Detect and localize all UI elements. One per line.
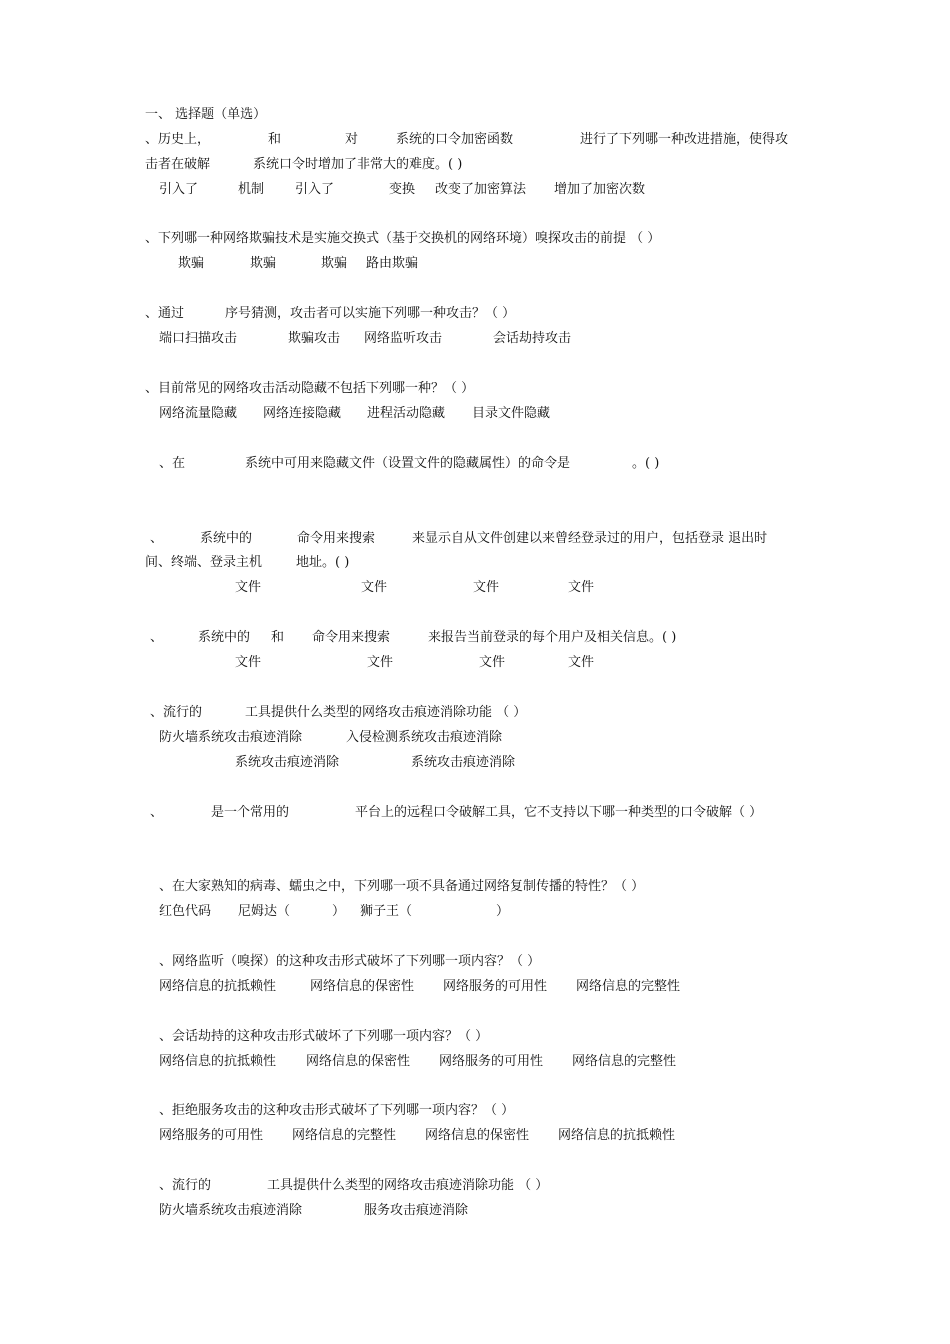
- q1-text: 和: [268, 132, 282, 147]
- q2-text: 、下列哪一种网络欺骗技术是实施交换式（基于交换机的网络环境）嗅探攻击的前提 （ ）: [145, 231, 661, 246]
- q13-text: 、拒绝服务攻击的这种攻击形式破坏了下列哪一项内容？（ ）: [159, 1103, 515, 1118]
- q11-option: 网络服务的可用性: [443, 979, 548, 994]
- q7-option: 文件: [235, 655, 262, 670]
- q10-option: ）: [332, 904, 346, 919]
- q7-text: 和: [271, 630, 285, 645]
- q11-text: 、网络监听（嗅探）的这种攻击形式破坏了下列哪一项内容？（ ）: [159, 954, 541, 969]
- q12-option: 网络服务的可用性: [439, 1054, 544, 1069]
- q10-option: 红色代码: [159, 904, 212, 919]
- q1-option: 引入了: [295, 182, 335, 197]
- q1-text: 进行了下列哪一种改进措施，使得攻: [580, 132, 789, 147]
- q3-option: 网络监听攻击: [364, 331, 443, 346]
- q11-option: 网络信息的完整性: [576, 979, 681, 994]
- q13-option: 网络信息的完整性: [292, 1128, 397, 1143]
- q3-option: 欺骗攻击: [288, 331, 341, 346]
- q1-text: 系统的口令加密函数: [396, 132, 514, 147]
- q4-option: 进程活动隐藏: [367, 406, 446, 421]
- q6-option: 文件: [568, 580, 595, 595]
- q11-option: 网络信息的保密性: [310, 979, 415, 994]
- q4-option: 目录文件隐藏: [472, 406, 551, 421]
- q4-option: 网络连接隐藏: [263, 406, 342, 421]
- q10-option: ）: [496, 904, 510, 919]
- q7-option: 文件: [568, 655, 595, 670]
- q10-option: 狮子王（: [360, 904, 413, 919]
- q1-option: 引入了: [159, 182, 199, 197]
- q8-option: 入侵检测系统攻击痕迹消除: [346, 730, 503, 745]
- q13-option: 网络信息的抗抵赖性: [558, 1128, 676, 1143]
- q3-option: 端口扫描攻击: [159, 331, 238, 346]
- q11-option: 网络信息的抗抵赖性: [159, 979, 277, 994]
- q6-text: 、: [150, 531, 164, 546]
- q5-text: 。( ): [632, 456, 660, 471]
- q2-option: 欺骗: [321, 256, 348, 271]
- q10-option: 尼姆达（: [238, 904, 291, 919]
- q2-option: 路由欺骗: [366, 256, 419, 271]
- q1-option: 机制: [238, 182, 265, 197]
- q6-text: 间、终端、登录主机: [145, 555, 263, 570]
- q7-option: 文件: [367, 655, 394, 670]
- section-title: 一、 选择题（单选）: [145, 107, 267, 122]
- q9-text: 是一个常用的: [211, 805, 290, 820]
- q8-text: 、流行的: [150, 705, 203, 720]
- q1-text: 对: [345, 132, 359, 147]
- q4-option: 网络流量隐藏: [159, 406, 238, 421]
- q1-text: 、历史上，: [145, 132, 211, 147]
- q5-text: 系统中可用来隐藏文件（设置文件的隐藏属性）的命令是: [245, 456, 571, 471]
- q1-text: 系统口令时增加了非常大的难度。( ): [253, 157, 463, 172]
- q12-option: 网络信息的抗抵赖性: [159, 1054, 277, 1069]
- q1-text: 击者在破解: [145, 157, 211, 172]
- q6-text: 系统中的: [200, 531, 253, 546]
- q7-text: 命令用来搜索: [312, 630, 391, 645]
- q8-option: 系统攻击痕迹消除: [411, 755, 516, 770]
- q14-text: 工具提供什么类型的网络攻击痕迹消除功能 （ ）: [267, 1178, 549, 1193]
- q9-text: 、: [150, 805, 164, 820]
- q14-option: 防火墙系统攻击痕迹消除: [159, 1203, 303, 1218]
- q4-text: 、目前常见的网络攻击活动隐藏不包括下列哪一种？（ ）: [145, 381, 475, 396]
- q6-option: 文件: [361, 580, 388, 595]
- q2-option: 欺骗: [250, 256, 277, 271]
- q7-text: 系统中的: [198, 630, 251, 645]
- q2-option: 欺骗: [178, 256, 205, 271]
- q6-option: 文件: [473, 580, 500, 595]
- q8-text: 工具提供什么类型的网络攻击痕迹消除功能 （ ）: [245, 705, 527, 720]
- q13-option: 网络信息的保密性: [425, 1128, 530, 1143]
- q7-text: 、: [150, 630, 164, 645]
- q1-option: 增加了加密次数: [554, 182, 646, 197]
- q12-option: 网络信息的保密性: [306, 1054, 411, 1069]
- q10-text: 、在大家熟知的病毒、蠕虫之中，下列哪一项不具备通过网络复制传播的特性？（ ）: [159, 879, 645, 894]
- q3-option: 会话劫持攻击: [493, 331, 572, 346]
- q12-option: 网络信息的完整性: [572, 1054, 677, 1069]
- q13-option: 网络服务的可用性: [159, 1128, 264, 1143]
- q1-option: 变换: [389, 182, 416, 197]
- q6-text: 来显示自从文件创建以来曾经登录过的用户，包括登录 退出时: [412, 531, 768, 546]
- q3-text: 序号猜测，攻击者可以实施下列哪一种攻击？（ ）: [225, 306, 516, 321]
- q9-text: 平台上的远程口令破解工具，它不支持以下哪一种类型的口令破解（ ）: [355, 805, 763, 820]
- q1-option: 改变了加密算法: [435, 182, 527, 197]
- q12-text: 、会话劫持的这种攻击形式破坏了下列哪一项内容？（ ）: [159, 1029, 489, 1044]
- q7-option: 文件: [479, 655, 506, 670]
- q8-option: 系统攻击痕迹消除: [235, 755, 340, 770]
- q7-text: 来报告当前登录的每个用户及相关信息。( ): [428, 630, 677, 645]
- q14-text: 、流行的: [159, 1178, 212, 1193]
- q14-option: 服务攻击痕迹消除: [364, 1203, 469, 1218]
- q5-text: 、在: [159, 456, 186, 471]
- q6-text: 命令用来搜索: [297, 531, 376, 546]
- q6-text: 地址。( ): [296, 555, 350, 570]
- q8-option: 防火墙系统攻击痕迹消除: [159, 730, 303, 745]
- q6-option: 文件: [235, 580, 262, 595]
- q3-text: 、通过: [145, 306, 185, 321]
